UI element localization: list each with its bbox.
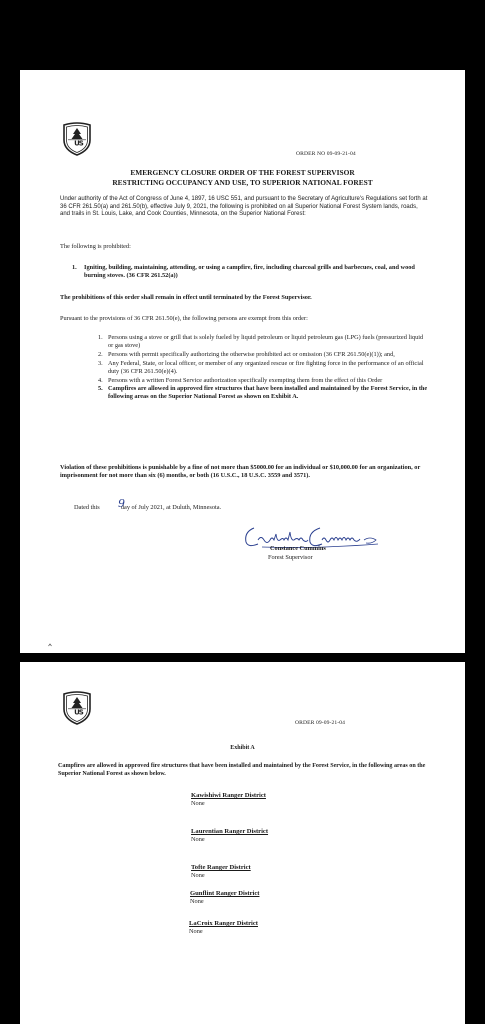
svg-text:U: U <box>74 708 80 717</box>
district-status: None <box>191 836 205 843</box>
district-status: None <box>189 928 203 935</box>
stray-mark <box>48 634 52 638</box>
exhibit-intro: Campfires are allowed in approved fire structures that have been installed and maintained by the Forest Service, in the following areas on the Superior National Forest as shown below. <box>58 763 426 777</box>
prohibited-intro: The following is prohibited: <box>60 243 131 250</box>
district-entry <box>191 828 268 843</box>
district-name: LaCroix Ranger District <box>189 920 258 927</box>
exhibit-a-page <box>20 662 465 1024</box>
dated-prefix: Dated this <box>74 504 100 511</box>
signer-name: Constance Cummins <box>270 545 326 552</box>
dated-suffix: day of July 2021, at Duluth, Minnesota. <box>120 504 222 511</box>
district-name: Laurentian Ranger District <box>191 828 269 835</box>
prohibited-item-number: 1. <box>72 264 77 271</box>
remain-in-effect-statement: The prohibitions of this order shall remain in effect until terminated by the Forest Supervisor. <box>60 294 312 301</box>
exemption-item: 4. Persons with a written Forest Service authorization specifically exempting them from the effect of this Order <box>98 376 383 384</box>
forest-service-shield-icon <box>62 691 92 725</box>
exemption-item: 3. Any Federal, State, or local officer, or member of any organized rescue or fire fighting force in the performance of an official duty (36 CFR 261.50(e)(4). <box>98 359 424 375</box>
svg-text:U: U <box>74 139 80 148</box>
svg-text:S: S <box>78 708 84 717</box>
district-entry <box>191 792 266 807</box>
district-entry <box>191 864 251 879</box>
district-name: Tofte Ranger District <box>191 864 251 871</box>
exemption-item: 5. Campfires are allowed in approved fire structures that have been installed and maintained by the Forest Service, in the following areas on the Superior National Forest as shown on Exhibit A. <box>98 385 428 401</box>
order-title-line-1: EMERGENCY CLOSURE ORDER OF THE FOREST SUPERVISOR <box>130 168 355 177</box>
district-name: Kawishiwi Ranger District <box>191 792 266 799</box>
exemptions-list <box>98 334 428 402</box>
order-page-1 <box>20 70 465 653</box>
svg-text:S: S <box>78 139 84 148</box>
district-entry <box>189 920 258 935</box>
order-title-line-2: RESTRICTING OCCUPANCY AND USE, TO SUPERIOR NATIONAL FOREST <box>112 178 373 187</box>
district-name: Gunflint Ranger District <box>190 890 260 897</box>
exhibit-order-number: ORDER 09-09-21-04 <box>295 720 346 726</box>
authority-paragraph: Under authority of the Act of Congress of June 4, 1897, 16 USC 551, and pursuant to the Secretary of Agriculture's Regulations set forth at 36 CFR 261.50(a) and 261.50(b), effective July 9, 2021, the following is prohibited on all Superior National Forest System lands, roads, and trails in St. Louis, Lake, and Cook Counties, Minnesota, on the Superior National Forest: <box>60 196 428 218</box>
handwritten-day: 9 <box>118 497 125 510</box>
district-status: None <box>190 898 204 905</box>
exhibit-title: Exhibit A <box>230 745 255 751</box>
forest-service-shield-icon <box>62 122 92 156</box>
signer-title: Forest Supervisor <box>268 554 313 561</box>
district-status: None <box>191 800 205 807</box>
exemption-item: 2. Persons with permit specifically authorizing the otherwise prohibited act or omission (36 CFR 261.50(e)(1)); and, <box>98 350 395 358</box>
order-number: ORDER NO 09-09-21-04 <box>296 151 356 157</box>
district-entry <box>190 890 259 905</box>
prohibited-item-text: Igniting, building, maintaining, attending, or using a campfire, fire, including charcoal grills and barbecues, coal, and wood burning stoves. (36 CFR 261.52(a)) <box>84 264 415 280</box>
district-status: None <box>191 872 205 879</box>
exemption-item: 1. Persons using a stove or grill that is solely fueled by liquid petroleum or liquid petroleum gas (LPG) fuels (pressurized liquid or gas stove) <box>98 334 424 350</box>
exempt-intro: Pursuant to the provisions of 36 CFR 261.50(e), the following persons are exempt from this order: <box>60 315 308 322</box>
prohibited-item <box>72 264 420 280</box>
violation-statement: Violation of these prohibitions is punishable by a fine of not more than $5000.00 for an individual or $10,000.00 for an organization, or imprisonment for not more than six (6) months, or both (16 U.S.C., 18 U.S.C. 3559 and 3571). <box>60 464 421 480</box>
